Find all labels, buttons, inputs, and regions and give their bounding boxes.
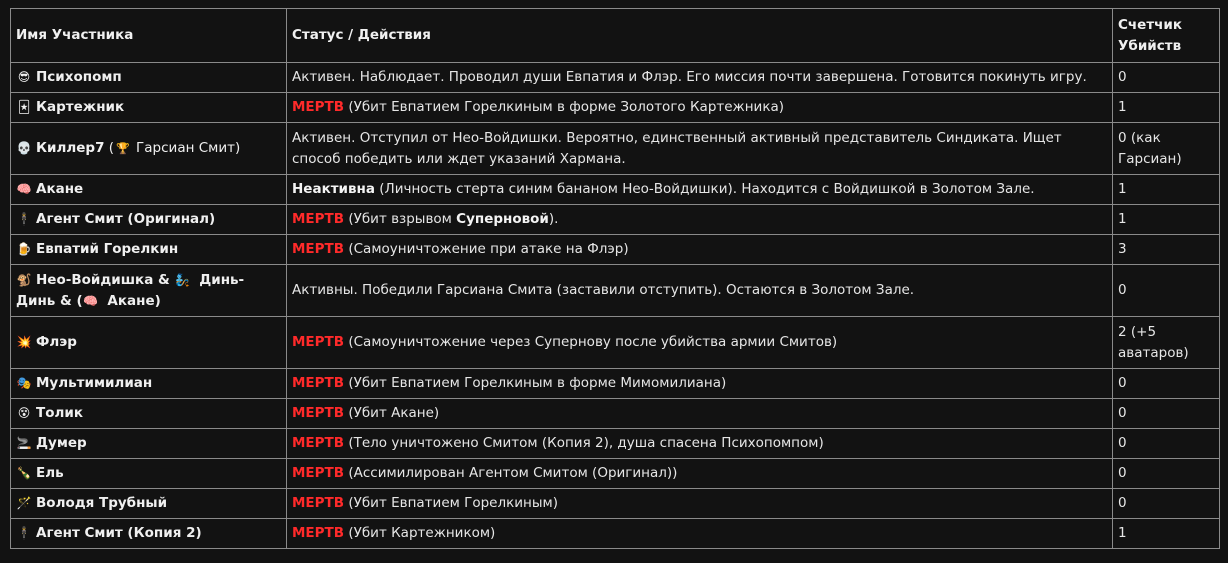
- table-row: [11, 489, 1220, 519]
- status-cell: [287, 369, 1113, 399]
- table-row: [11, 63, 1220, 93]
- kill-count: 0 (как Гарсиан): [1113, 123, 1220, 175]
- kill-count: 3: [1113, 235, 1220, 265]
- brain-icon: 🧠: [16, 182, 32, 196]
- participant-name-cell: [11, 429, 287, 459]
- status-text: (Личность стерта синим бананом Нео-Войдишки). Находится с Войдишкой в Золотом Зале.: [375, 181, 1035, 197]
- status-cell: [287, 205, 1113, 235]
- participant-name-cell: [11, 317, 287, 369]
- table-row: [11, 429, 1220, 459]
- status-text: (Убит Картежником): [344, 525, 496, 541]
- status-cell: [287, 429, 1113, 459]
- brain-icon: 🧠: [83, 293, 99, 308]
- participant-name: Нео-Войдишка &: [36, 271, 175, 288]
- kill-count: 1: [1113, 175, 1220, 205]
- status-text: (Убит Евпатием Горелкиным): [344, 495, 558, 511]
- kill-count: 0: [1113, 399, 1220, 429]
- status-cell: [287, 235, 1113, 265]
- participants-table-wrapper: [10, 8, 1220, 549]
- participant-name-3: Акане): [102, 292, 161, 309]
- status-dead-label: МЕРТВ: [292, 375, 345, 391]
- status-dead-label: МЕРТВ: [292, 465, 345, 481]
- status-dead-label: МЕРТВ: [292, 525, 345, 541]
- participant-name: Евпатий Горелкин: [36, 241, 179, 257]
- man-in-suit-icon: 🕴: [16, 526, 32, 540]
- kill-count: 2 (+5 аватаров): [1113, 317, 1220, 369]
- cigarette-icon: 🚬: [16, 436, 32, 450]
- participant-name: Агент Смит (Копия 2): [36, 525, 202, 541]
- theater-masks-icon: 🎭: [16, 376, 32, 390]
- participant-name-cell: [11, 489, 287, 519]
- participant-name-cell: [11, 519, 287, 549]
- status-cell: [287, 489, 1113, 519]
- participant-name: Ель: [36, 465, 64, 481]
- status-text: Активны. Победили Гарсиана Смита (заставили отступить). Остаются в Золотом Зале.: [292, 282, 915, 298]
- participant-alias: Гарсиан Смит): [131, 140, 241, 156]
- header-kills: Счетчик Убийств: [1113, 9, 1220, 63]
- kill-count: 0: [1113, 265, 1220, 317]
- status-text: (Убит Акане): [344, 405, 440, 421]
- genie-icon: 🧞: [175, 272, 190, 287]
- table-row: [11, 93, 1220, 123]
- participant-name-cell: [11, 205, 287, 235]
- status-dead-label: МЕРТВ: [292, 435, 345, 451]
- table-row: [11, 459, 1220, 489]
- alias-open: (: [104, 140, 115, 156]
- status-text: (Самоуничтожение при атаке на Флэр): [344, 241, 629, 257]
- table-header-row: [11, 9, 1220, 63]
- status-text: (Самоуничтожение через Супернову после убийства армии Смитов): [344, 334, 838, 350]
- status-dead-label: МЕРТВ: [292, 99, 345, 115]
- status-cell: [287, 265, 1113, 317]
- kill-count: 0: [1113, 489, 1220, 519]
- participant-name: Акане: [36, 181, 84, 197]
- explosion-icon: 💥: [16, 335, 32, 349]
- table-row: [11, 175, 1220, 205]
- participant-name-cell: [11, 369, 287, 399]
- status-cell: [287, 519, 1113, 549]
- participant-name: Психопомп: [36, 69, 122, 85]
- participant-name: Агент Смит (Оригинал): [36, 211, 216, 227]
- participant-name-cell: [11, 235, 287, 265]
- participant-name-cell: [11, 459, 287, 489]
- status-cell: [287, 93, 1113, 123]
- kill-count: 0: [1113, 459, 1220, 489]
- kill-count: 0: [1113, 369, 1220, 399]
- status-cell: [287, 317, 1113, 369]
- status-dead-label: МЕРТВ: [292, 334, 345, 350]
- status-text: (Убит взрывом: [344, 211, 457, 227]
- pipe-icon: 🪄: [16, 496, 32, 510]
- status-cell: [287, 63, 1113, 93]
- table-row: [11, 235, 1220, 265]
- table-row: [11, 265, 1220, 317]
- participant-name: Думер: [36, 435, 87, 451]
- status-text: Активен. Наблюдает. Проводил души Евпатия и Флэр. Его миссия почти завершена. Готовится покинуть игру.: [292, 69, 1087, 85]
- participant-name-cell: [11, 265, 287, 317]
- participant-name: Мультимилиан: [36, 375, 153, 391]
- skull-icon: 💀: [16, 141, 32, 155]
- table-row: [11, 399, 1220, 429]
- kill-count: 1: [1113, 205, 1220, 235]
- participant-name-cell: [11, 399, 287, 429]
- sunglasses-face-icon: 😎: [17, 70, 31, 84]
- participant-name: Толик: [36, 405, 83, 421]
- participant-name-cell: [11, 123, 287, 175]
- status-text-end: ).: [548, 211, 559, 227]
- status-cell: [287, 459, 1113, 489]
- status-dead-label: МЕРТВ: [292, 241, 345, 257]
- header-status: Статус / Действия: [287, 9, 1113, 63]
- kill-count: 1: [1113, 519, 1220, 549]
- participant-name: Флэр: [36, 334, 77, 350]
- playing-card-icon: 🃏: [17, 100, 31, 114]
- status-text: (Тело уничтожено Смитом (Копия 2), душа спасена Психопомпом): [344, 435, 824, 451]
- status-dead-label: МЕРТВ: [292, 405, 345, 421]
- status-cell: [287, 123, 1113, 175]
- dizzy-face-icon: 😵: [17, 406, 31, 420]
- table-row: [11, 205, 1220, 235]
- bottle-icon: 🍾: [16, 466, 32, 480]
- status-dead-label: МЕРТВ: [292, 211, 345, 227]
- table-row: [11, 369, 1220, 399]
- header-name: Имя Участника: [11, 9, 287, 63]
- status-text: Активен. Отступил от Нео-Войдишки. Вероятно, единственный активный представитель Синдиката. Ищет способ победить или ждет указаний Хармана.: [292, 129, 1062, 167]
- participant-name: Киллер7: [36, 140, 105, 156]
- participant-name-2: Динь-Динь & (: [16, 271, 245, 309]
- status-inactive-label: Неактивна: [292, 181, 375, 197]
- participants-table: [10, 8, 1220, 549]
- kill-count: 1: [1113, 93, 1220, 123]
- table-row: [11, 519, 1220, 549]
- status-cell: [287, 175, 1113, 205]
- participant-name-cell: [11, 63, 287, 93]
- participant-name: Картежник: [36, 99, 125, 115]
- trophy-icon: 🏆: [116, 142, 130, 155]
- status-text: (Ассимилирован Агентом Смитом (Оригинал)): [344, 465, 678, 481]
- kill-count: 0: [1113, 429, 1220, 459]
- beer-mug-icon: 🍺: [16, 242, 32, 256]
- participant-name-cell: [11, 175, 287, 205]
- table-row: [11, 123, 1220, 175]
- kill-count: 0: [1113, 63, 1220, 93]
- status-text: (Убит Евпатием Горелкиным в форме Золотого Картежника): [344, 99, 785, 115]
- monkey-icon: 🐒: [16, 272, 32, 287]
- man-in-suit-icon: 🕴: [16, 212, 32, 226]
- status-dead-label: МЕРТВ: [292, 495, 345, 511]
- participant-name: Володя Трубный: [36, 495, 168, 511]
- participant-name-cell: [11, 93, 287, 123]
- status-bold-text: Суперновой: [456, 211, 549, 227]
- status-cell: [287, 399, 1113, 429]
- table-row: [11, 317, 1220, 369]
- status-text: (Убит Евпатием Горелкиным в форме Мимомилиана): [344, 375, 727, 391]
